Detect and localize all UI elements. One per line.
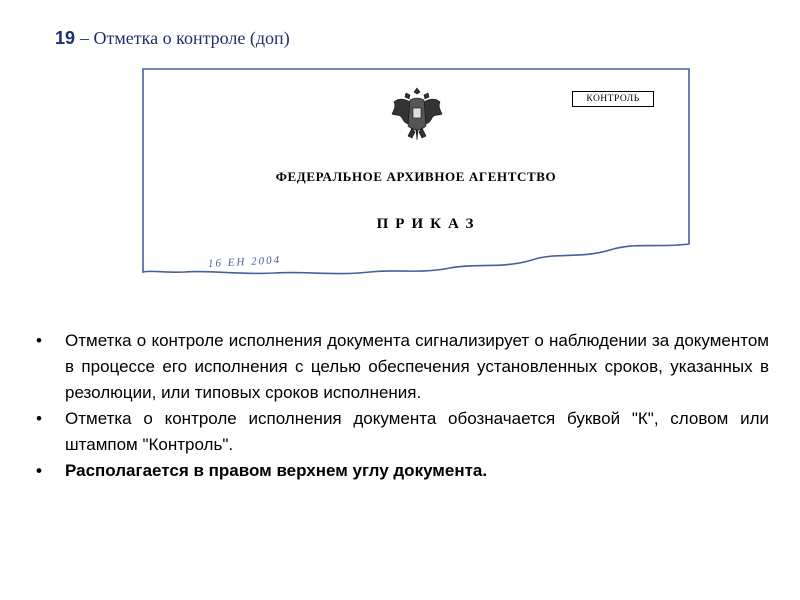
bullet-text: Располагается в правом верхнем углу документа. xyxy=(65,461,488,480)
document-type: ПРИКАЗ xyxy=(376,216,481,232)
slide-title-text: – Отметка о контроле (доп) xyxy=(80,28,290,48)
agency-name: ФЕДЕРАЛЬНОЕ АРХИВНОЕ АГЕНТСТВО xyxy=(275,169,557,184)
slide-number: 19 xyxy=(55,28,76,48)
bullet-text: Отметка о контроле исполнения документа обозначается буквой "К", словом или штампом "Контроль". xyxy=(65,409,769,454)
bullet-marker: • xyxy=(36,331,42,350)
document-image xyxy=(140,66,692,290)
list-item xyxy=(34,406,769,458)
list-item xyxy=(34,458,769,484)
handwritten-note: 16 ЕН 2004 xyxy=(207,254,282,270)
slide-title xyxy=(55,28,290,49)
bullet-marker: • xyxy=(36,461,42,480)
list-item xyxy=(34,328,769,406)
bullet-marker: • xyxy=(36,409,42,428)
control-stamp: КОНТРОЛЬ xyxy=(572,91,654,107)
bullet-text: Отметка о контроле исполнения документа сигнализирует о наблюдении за документом в процессе его исполнения с целью обеспечения установленных сроков, указанных в резолюции, или типовых сроков исполнения. xyxy=(65,331,769,402)
bullet-list xyxy=(34,328,769,484)
